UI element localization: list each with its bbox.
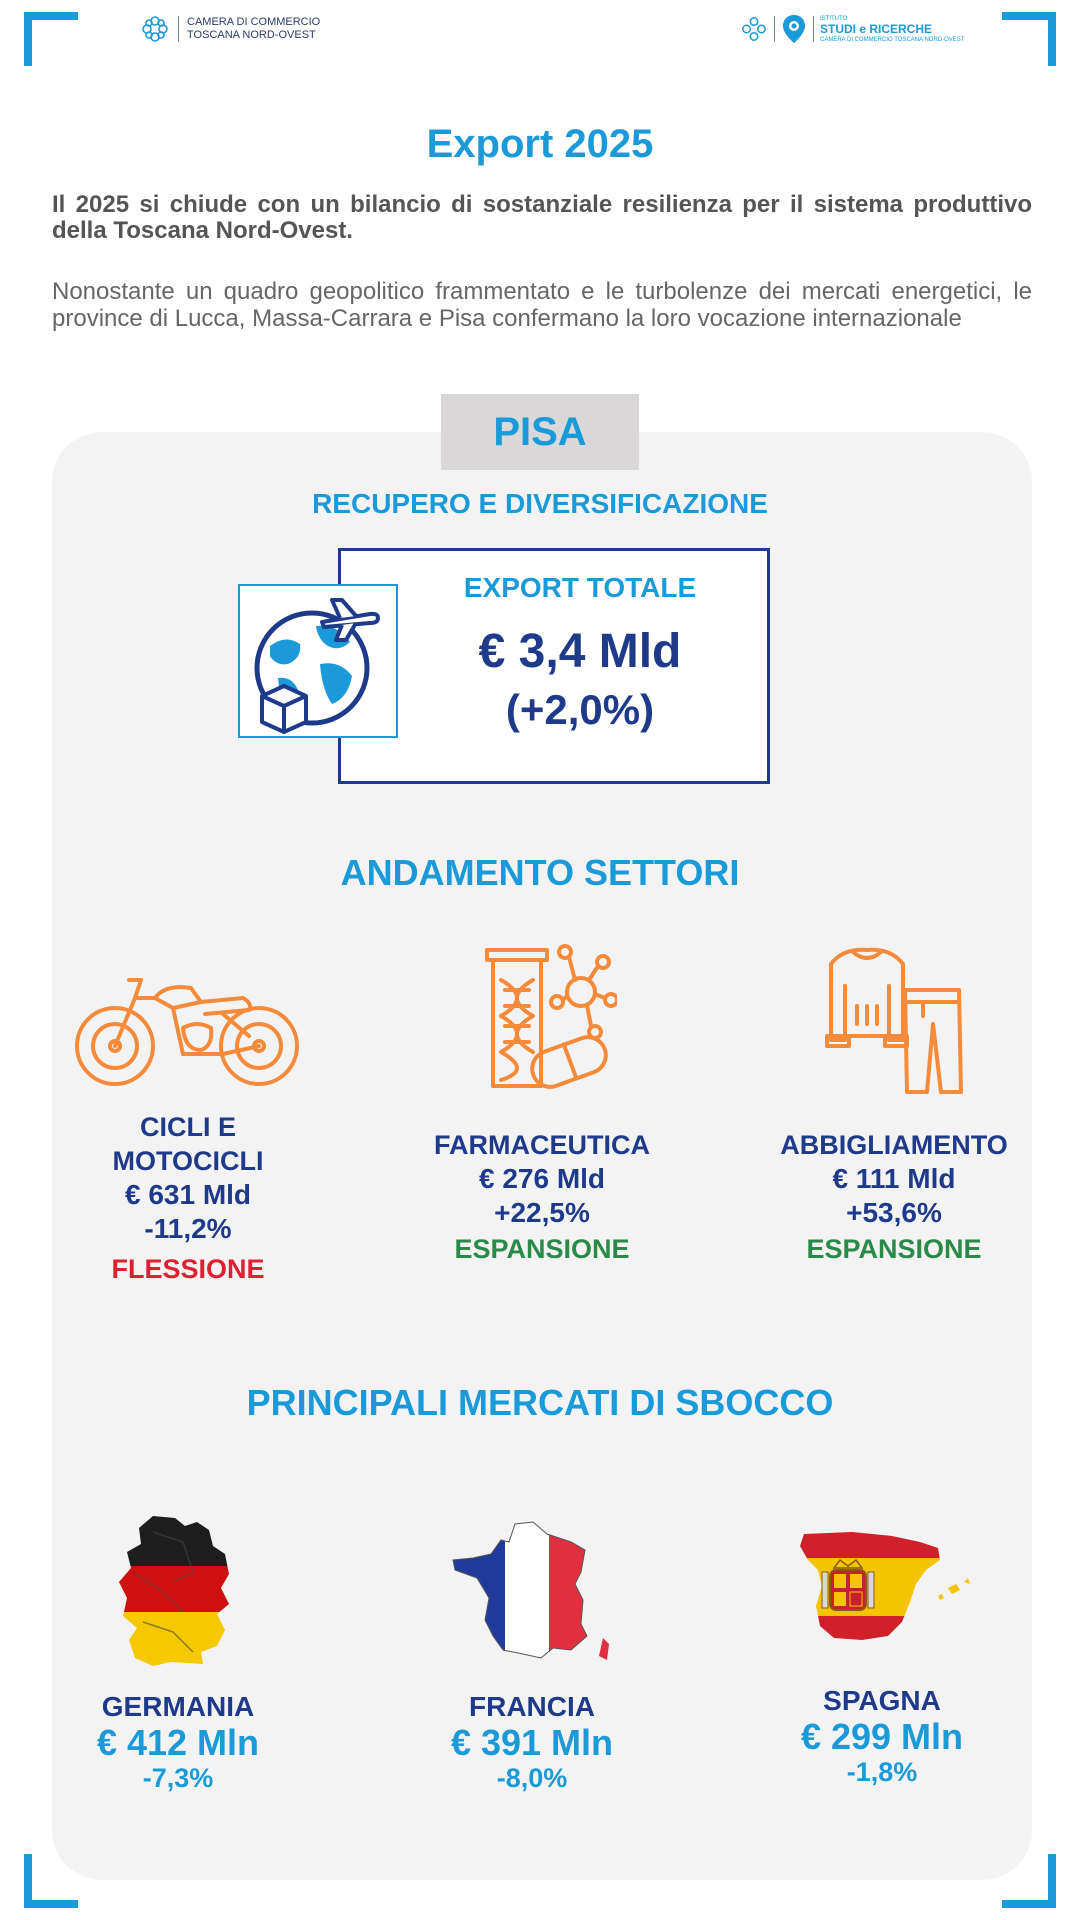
logo-line-1: CAMERA DI COMMERCIO: [187, 16, 321, 28]
globe-plane-box-icon: [240, 586, 396, 736]
market-change: -8,0%: [496, 1763, 568, 1793]
sector-pharma: [392, 940, 692, 1265]
markets-title: PRINCIPALI MERCATI DI SBOCCO: [246, 1382, 834, 1423]
intro-paragraph: Nonostante un quadro geopolitico frammentato e le turbolenze dei mercati energetici, le province di Lucca, Massa-Carrara e Pisa confermano la loro vocazione internazionale: [52, 278, 1032, 332]
research-institute-logo: [740, 14, 964, 44]
page-title: Export 2025: [426, 122, 654, 166]
motorcycle-icon: [73, 958, 303, 1088]
sectors-title: ANDAMENTO SETTORI: [340, 852, 740, 893]
logo-sub-text: CAMERA DI COMMERCIO TOSCANA NORD-OVEST: [820, 36, 965, 43]
frame-corner-top-right: [1002, 12, 1056, 66]
logo-separator: [774, 16, 775, 42]
sector-name: CICLI E: [139, 1112, 236, 1142]
flower-logo-icon: [140, 14, 170, 44]
frame-corner-top-left: [24, 12, 78, 66]
spain-map-icon: [792, 1526, 972, 1666]
market-value: € 391 Mln: [450, 1722, 614, 1763]
logo-small-text: ISTITUTO: [820, 15, 848, 22]
sector-status: ESPANSIONE: [454, 1234, 630, 1264]
market-germany: [28, 1512, 328, 1794]
pharma-icon: [467, 940, 617, 1090]
sector-status: ESPANSIONE: [806, 1234, 982, 1264]
market-france: [382, 1520, 682, 1794]
sector-value: € 111 Mld: [832, 1163, 956, 1194]
logo-big-text: STUDI e RICERCHE: [820, 21, 933, 36]
export-total-change: (+2,0%): [505, 686, 655, 733]
market-change: -1,8%: [846, 1757, 918, 1787]
market-name: FRANCIA: [469, 1691, 595, 1722]
location-pin-icon: [781, 14, 807, 44]
sector-name: ABBIGLIAMENTO: [780, 1130, 1008, 1160]
logo-line-2: TOSCANA NORD-OVEST: [187, 29, 316, 41]
sector-change: +22,5%: [494, 1197, 590, 1228]
logo-separator: [813, 16, 814, 42]
market-value: € 412 Mln: [96, 1722, 260, 1763]
chamber-of-commerce-logo: [140, 14, 320, 44]
province-label: PISA: [441, 394, 639, 470]
flower-logo-icon: [740, 15, 768, 43]
market-name: GERMANIA: [101, 1691, 255, 1722]
market-spain: [732, 1526, 1032, 1788]
sector-motorcycles: [38, 958, 338, 1285]
sector-clothing: [744, 940, 1044, 1265]
germany-map-icon: [113, 1512, 243, 1668]
sector-name: MOTOCICLI: [112, 1146, 264, 1176]
sector-change: -11,2%: [144, 1213, 232, 1244]
sector-value: € 276 Mld: [478, 1163, 606, 1194]
lead-paragraph: Il 2025 si chiude con un bilancio di sostanziale resilienza per il sistema produttivo della Toscana Nord-Ovest.: [52, 191, 1032, 244]
market-value: € 299 Mln: [800, 1716, 964, 1757]
province-subtitle: RECUPERO E DIVERSIFICAZIONE: [312, 488, 768, 519]
clothing-icon: [809, 940, 979, 1096]
sector-value: € 631 Mld: [124, 1179, 252, 1210]
sector-status: FLESSIONE: [111, 1254, 265, 1284]
export-total-value: € 3,4 Mld: [478, 625, 682, 678]
export-icon-box: [238, 584, 398, 738]
market-name: SPAGNA: [823, 1685, 941, 1716]
export-total-label: EXPORT TOTALE: [463, 572, 697, 603]
market-change: -7,3%: [142, 1763, 214, 1793]
sector-change: +53,6%: [846, 1197, 942, 1228]
sector-name: FARMACEUTICA: [434, 1130, 650, 1160]
france-map-icon: [447, 1520, 617, 1670]
